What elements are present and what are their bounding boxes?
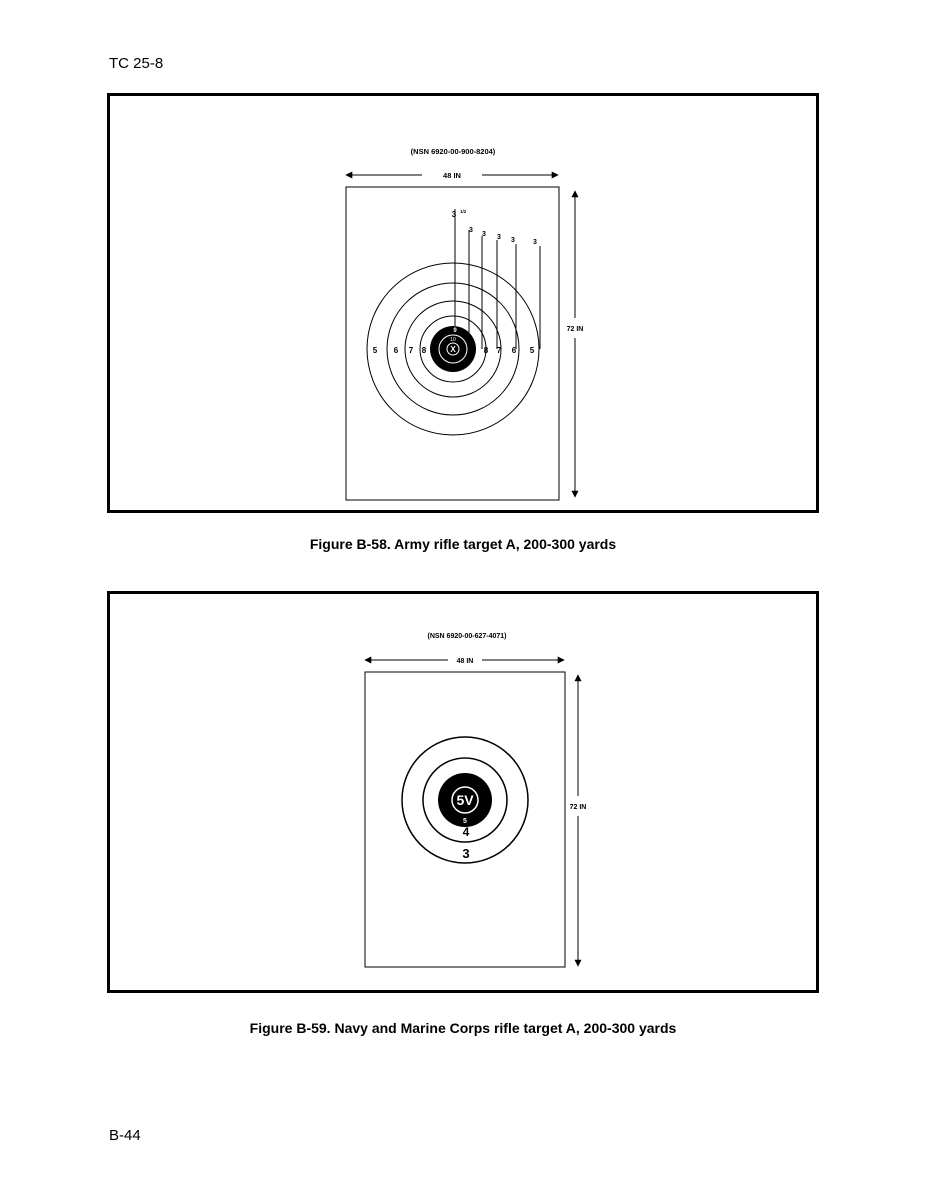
nsn-label: (NSN 6920-00-900-8204) [410,147,496,156]
dim-label-top: 3 [451,210,457,219]
ring-4-label: 4 [462,825,470,839]
ring-label-left: 5 [372,346,378,355]
dim-label: 3 [511,237,515,244]
figure-b58-target [110,96,816,510]
ring-label-right: 7 [496,346,502,355]
ring-label-left: 7 [408,346,414,355]
ring-label-left: 8 [421,346,427,355]
center-5v-label: 5V [456,792,474,808]
figure-b59-frame [107,591,819,993]
dim-label: 3 [482,231,486,238]
width-label: 48 IN [456,658,474,665]
figure-b59-caption: Figure B-59. Navy and Marine Corps rifle target A, 200-300 yards [249,1020,677,1036]
figure-b58-caption: Figure B-58. Army rifle target A, 200-300 yards [309,536,617,552]
width-label: 48 IN [443,171,461,180]
ring-label-left: 6 [393,346,399,355]
figure-b58-frame [107,93,819,513]
nsn-label: (NSN 6920-00-627-4071) [427,633,507,640]
ring-3-label: 3 [462,846,470,861]
dim-label: 3 [469,227,473,234]
page-header: TC 25-8 [109,55,164,72]
dim-label-half: 1/2 [460,209,467,214]
ring-10-label: 10 [450,337,456,343]
height-label: 72 IN [569,804,587,811]
height-label: 72 IN [566,326,584,333]
ring-label-right: 8 [483,346,489,355]
ring-label-right: 5 [529,346,535,355]
ring-9-label: 9 [453,328,457,334]
page-footer: B-44 [109,1127,141,1144]
dim-label: 3 [533,239,537,246]
center-x-label: X [450,345,456,354]
ring-5-label: 5 [463,818,467,825]
dim-label: 3 [497,234,501,241]
ring-label-right: 6 [511,346,517,355]
figure-b59-target [110,594,816,990]
